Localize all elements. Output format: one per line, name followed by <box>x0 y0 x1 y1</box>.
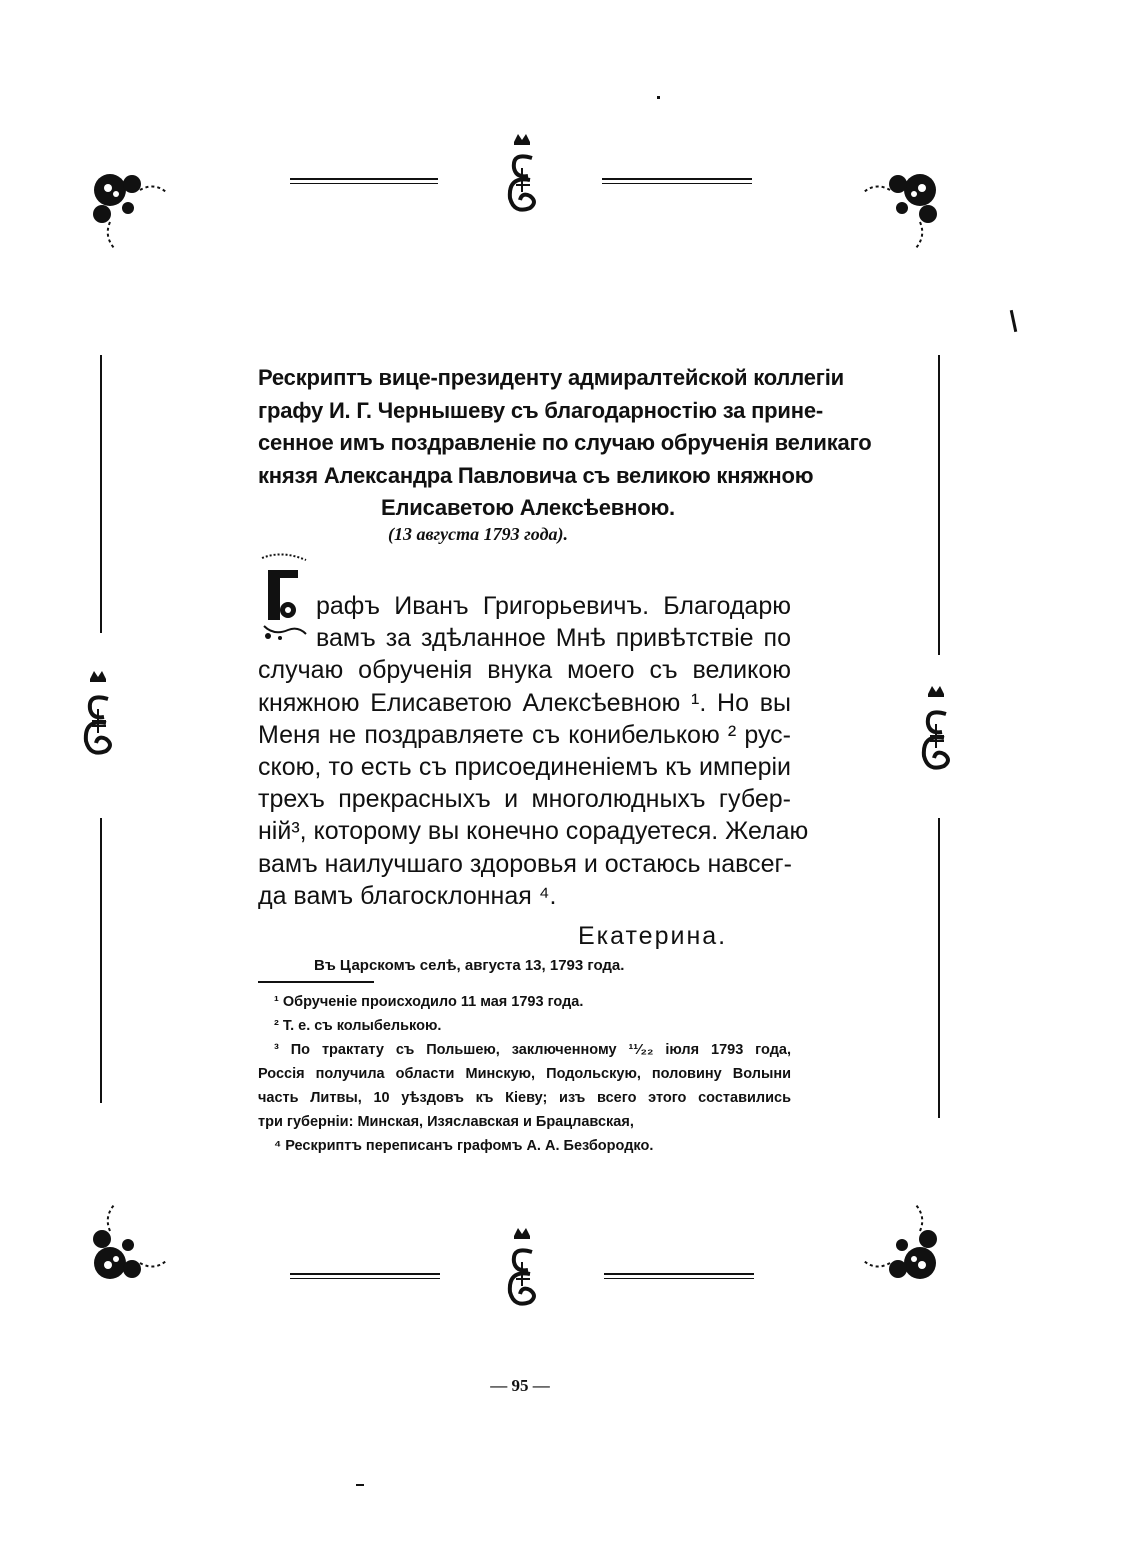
title-line: сенное имъ поздравленіе по случаю обрученія великаго <box>258 430 872 455</box>
title-line: графу И. Г. Чернышеву съ благодарностію за прине- <box>258 397 823 423</box>
footnote-line: ² Т. е. съ колыбелькою. <box>274 1018 442 1034</box>
frame-right-rule-upper <box>938 355 940 655</box>
footnote-line: ⁴ Рескриптъ переписанъ графомъ А. А. Безбородко. <box>274 1138 654 1154</box>
footnote-line: часть Литвы, 10 уѣздовъ къ Кіеву; изъ всего этого составились <box>258 1090 791 1106</box>
body-line: княжною Елисаветою Алексѣевною ¹. Но вы <box>258 688 791 717</box>
footnote-rule <box>258 981 374 983</box>
rescript-title <box>258 362 872 525</box>
body-line: случаю обрученія внука моего съ великою <box>258 656 791 685</box>
page-number: — 95 — <box>490 1376 550 1395</box>
frame-left-rule-lower <box>100 818 102 1103</box>
scan-speck <box>657 96 660 99</box>
footnotes <box>258 990 791 1158</box>
corner-ornament-top-left <box>80 160 170 250</box>
frame-left-rule-upper <box>100 355 102 633</box>
signature: Екатерина. <box>578 922 728 950</box>
frame-right-rule-lower <box>938 818 940 1118</box>
crowned-monogram-bottom <box>492 1222 552 1317</box>
body-line: вамъ за здѣланное Мнѣ привѣтствіе по <box>316 624 791 653</box>
body-line: вамъ наилучшаго здоровья и остаюсь навсег- <box>258 849 792 878</box>
body-line: Меня не поздравляете съ конибелькою ² рус- <box>258 720 791 749</box>
frame-bottom-rule-right <box>604 1273 754 1279</box>
body-line: скою, то есть съ присоединеніемъ къ имперіи <box>258 753 791 782</box>
crowned-monogram-left <box>68 665 128 775</box>
rescript-body <box>258 590 809 912</box>
title-line: Рескриптъ вице-президенту адмиралтейской коллегіи <box>258 365 844 390</box>
frame-bottom-rule-left <box>290 1273 440 1279</box>
corner-ornament-top-right <box>862 160 952 250</box>
footnote-line: ³ По трактату съ Польшею, заключенному ¹¹⁄₂₂ іюля 1793 года, <box>274 1042 791 1058</box>
body-line: трехъ прекрасныхъ и многолюдныхъ губер- <box>258 785 791 814</box>
scan-speck <box>356 1484 364 1486</box>
footnote-line: ¹ Обрученіе происходило 11 мая 1793 года. <box>274 994 584 1010</box>
body-line: рафъ Иванъ Григорьевичъ. Благодарю <box>316 592 791 620</box>
title-line: Елисаветою Алексѣевною. <box>381 495 675 520</box>
corner-ornament-bottom-right <box>862 1205 952 1295</box>
corner-ornament-bottom-left <box>80 1205 170 1295</box>
footnote-line: Россія получила области Минскую, Подольскую, половину Волыни <box>258 1066 791 1082</box>
scan-speck <box>1010 310 1018 332</box>
footnote-line: три губерніи: Минская, Изяславская и Брацлавская, <box>258 1114 634 1130</box>
body-line: ній³, которому вы конечно сорадуетеся. Желаю <box>258 817 809 846</box>
rescript-date: (13 августа 1793 года). <box>388 524 568 544</box>
crowned-monogram-top <box>492 128 552 223</box>
crowned-monogram-right <box>906 680 966 790</box>
frame-top-rule-left <box>290 178 438 184</box>
title-line: князя Александра Павловича съ великою княжною <box>258 462 814 488</box>
body-line: да вамъ благосклонная ⁴. <box>258 881 557 910</box>
frame-top-rule-right <box>602 178 752 184</box>
place-and-date: Въ Царскомъ селѣ, августа 13, 1793 года. <box>314 957 625 974</box>
